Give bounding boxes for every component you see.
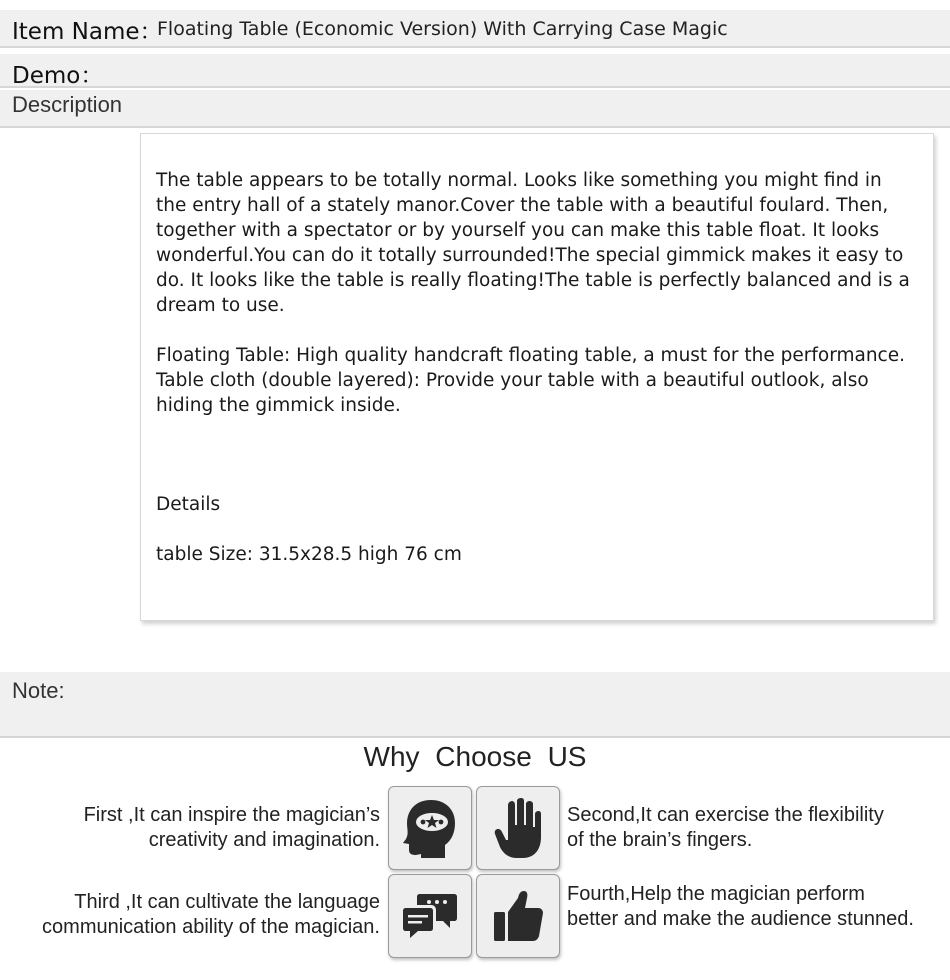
reason-line: of the brain’s fingers.: [567, 829, 753, 851]
reason-line: communication ability of the magician.: [42, 916, 380, 938]
why-choose-title: Why Choose US: [363, 741, 587, 772]
reason-first: [84, 803, 380, 853]
hand-icon: [493, 797, 543, 859]
size-line: table Size: 31.5x28.5 high 76 cm: [156, 544, 462, 565]
reason-line: better and make the audience stunned.: [567, 908, 914, 930]
reason-line: First ,It can inspire the magician’s: [83, 804, 380, 826]
reason-line: Second,It can exercise the flexibility: [567, 804, 884, 826]
item-name-row: [0, 10, 950, 48]
chat-icon: [402, 890, 458, 942]
note-row: [0, 672, 950, 738]
thumbs-up-icon-tile: [476, 874, 560, 958]
description-row: [0, 90, 950, 128]
reason-line: creativity and imagination.: [148, 829, 380, 851]
note-label: Note:: [12, 678, 65, 703]
item-name-label: Item Name：: [12, 19, 163, 45]
reason-line: Fourth,Help the magician perform: [567, 883, 865, 905]
reason-second: [567, 803, 884, 853]
description-card: [140, 133, 934, 621]
thumbs-up-icon: [491, 889, 545, 943]
description-label: Description: [12, 92, 123, 117]
head-icon-tile: [388, 786, 472, 870]
features-paragraph: Floating Table: High quality handcraft floating table, a must for the performance. Table cloth (double layered): Provide your table with a beautiful outlook, also hiding the gimmick inside.: [156, 345, 905, 416]
head-icon: [401, 797, 459, 859]
reason-third: [42, 890, 380, 940]
reason-fourth: [567, 882, 914, 932]
demo-row: [0, 54, 950, 88]
reason-line: Third ,It can cultivate the language: [74, 891, 380, 913]
hand-icon-tile: [476, 786, 560, 870]
details-heading: Details: [156, 494, 221, 515]
chat-icon-tile: [388, 874, 472, 958]
demo-label: Demo：: [12, 63, 104, 89]
description-paragraph: The table appears to be totally normal. Looks like something you might find in the entry hall of a stately manor.Cover the table with a beautiful foulard. Then, together with a spectator or by yourself you can make this table float. It looks wonderful.You can do it totally surrounded!The special gimmick makes it easy to do. It looks like the table is really floating!The table is perfectly balanced and is a dream to use.: [156, 170, 910, 316]
item-name-value: Floating Table (Economic Version) With Carrying Case Magic: [157, 18, 728, 40]
